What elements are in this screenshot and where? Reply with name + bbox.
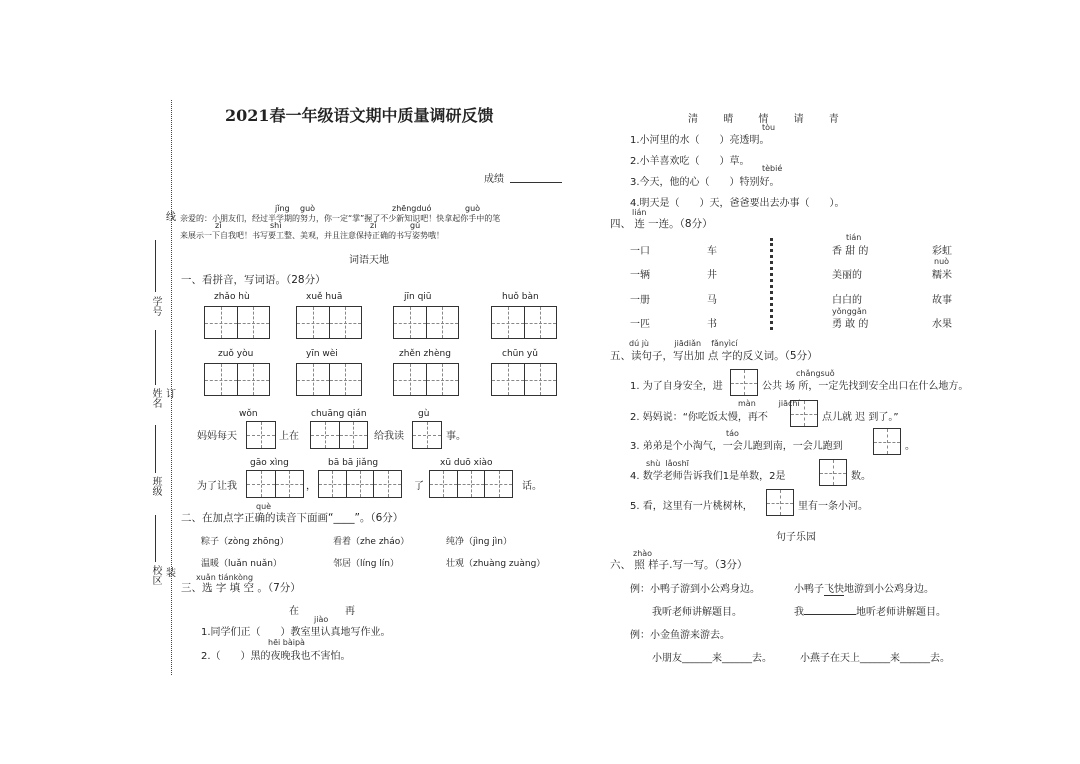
q2-item: 温暖（luǎn nuǎn） xyxy=(201,559,282,569)
q1-pinyin: chūn yǔ xyxy=(502,349,538,359)
q4-item: 2.小羊喜欢吃（ ）草。 xyxy=(630,156,750,167)
q1-pinyin: zhǎo hù xyxy=(214,292,250,302)
q1-text: 话。 xyxy=(522,481,542,492)
q4-title: 四、 连 一连。（8分） xyxy=(610,218,713,230)
name-label: 姓名 xyxy=(150,388,161,408)
match-left-b: 井 xyxy=(707,270,717,281)
q5-item-a: 2. 妈妈说：“你吃饭太慢，再不 xyxy=(630,412,768,423)
page-title: 2021春一年级语文期中质量调研反馈 xyxy=(225,106,494,125)
q2-title: 二、在加点字正确的读音下面画“____”。（6分） xyxy=(181,512,404,524)
name-line xyxy=(155,330,156,385)
q3-word: 在 xyxy=(289,606,299,617)
q1-title: 一、看拼音，写词语。（28分） xyxy=(181,274,326,286)
q5-title: 五、读句子，写出加 点 字的反义词。（5分） xyxy=(610,350,818,362)
q1-pinyin: gāo xìng xyxy=(250,458,289,468)
q1-pinyin: bā bā jiǎng xyxy=(328,458,379,468)
q6-example: 我听老师讲解题目。 xyxy=(652,607,742,618)
writing-grid[interactable] xyxy=(246,470,304,498)
q1-pinyin: zhěn zhèng xyxy=(399,349,451,359)
answer-box[interactable] xyxy=(790,400,818,427)
q1-text: 给我读 xyxy=(374,431,404,442)
campus-line xyxy=(155,515,156,562)
q1-pinyin: huǒ bàn xyxy=(502,292,539,302)
q3-sentence: 2.（ ）黑的夜晚我也不害怕。 xyxy=(201,651,351,662)
q4-item: 3.今天，他的心（ ）特别好。 xyxy=(630,177,780,188)
q4-item: 4.明天是（ ）天，爸爸要出去办事（ ）。 xyxy=(630,198,845,209)
q1-pinyin: yīn wèi xyxy=(306,349,338,359)
writing-grid[interactable] xyxy=(296,306,362,339)
match-left-a: 一册 xyxy=(630,295,650,306)
campus-label: 校区 xyxy=(150,565,161,585)
match-right-a: 美丽的 xyxy=(832,270,862,281)
q5-item-pinyin: táo xyxy=(726,429,739,438)
q4-item-pinyin: tòu xyxy=(762,123,776,132)
q1-pinyin: zuǒ yòu xyxy=(218,349,254,359)
student-id-label: 学号 xyxy=(150,296,161,316)
match-pinyin: tián xyxy=(846,233,862,242)
q6-answer: 我 地听老师讲解题目。 xyxy=(794,607,946,618)
match-right-b: 故事 xyxy=(932,295,952,306)
q6-pinyin: zhào xyxy=(633,549,653,558)
match-left-b: 书 xyxy=(707,319,717,330)
q1-text: 为了让我 xyxy=(197,481,237,492)
q5-item-b: 里有一条小河。 xyxy=(798,501,868,512)
q1-text: 了 xyxy=(414,481,424,492)
q4-item: 1.小河里的水（ ）亮透明。 xyxy=(630,135,770,146)
match-right-a: 勇 敢 的 xyxy=(832,319,869,330)
match-left-b: 马 xyxy=(707,295,717,306)
writing-grid[interactable] xyxy=(491,306,557,339)
q6-answer: 小朋友______来______去。 xyxy=(652,653,772,664)
q1-text: 事。 xyxy=(446,431,466,442)
match-right-b: 彩虹 xyxy=(932,246,952,257)
q6-title: 六、 照 样子.写一写。（3分） xyxy=(610,559,748,571)
match-pinyin: yǒnggǎn xyxy=(832,307,867,316)
q4-item-pinyin: tèbié xyxy=(762,164,783,173)
q5-pinyin: dú jù jiādiǎn fǎnyìcí xyxy=(629,339,738,348)
q5-item-pinyin: màn jiāchí xyxy=(738,399,800,408)
answer-box[interactable] xyxy=(766,489,794,516)
binding-mark: 装 xyxy=(166,568,176,579)
match-right-b: 水果 xyxy=(932,319,952,330)
writing-grid[interactable] xyxy=(204,306,270,339)
q2-item: 壮观（zhuàng zuàng） xyxy=(446,559,546,569)
writing-grid[interactable] xyxy=(246,421,276,449)
q1-pinyin: jīn qiū xyxy=(404,292,432,302)
match-right-a: 香 甜 的 xyxy=(832,246,869,257)
match-left-b: 车 xyxy=(707,246,717,257)
q5-item-a: 1. 为了自身安全，进 xyxy=(630,381,723,392)
match-left-a: 一辆 xyxy=(630,270,650,281)
q5-item-a: 4. 数学老师告诉我们1是单数，2是 xyxy=(630,471,786,482)
q3-title: 三、选 字 填 空 。（7分） xyxy=(181,582,301,594)
q6-answer: 小燕子在天上______来______去。 xyxy=(800,653,950,664)
answer-box[interactable] xyxy=(873,428,901,455)
score-label: 成绩 xyxy=(484,174,504,185)
binding-mark: 线 xyxy=(166,212,176,223)
q2-pinyin: què xyxy=(256,502,272,511)
writing-grid[interactable] xyxy=(393,306,459,339)
score-field[interactable] xyxy=(510,182,562,183)
q1-text: 上在 xyxy=(279,431,299,442)
writing-grid[interactable] xyxy=(296,363,362,396)
q4-pinyin: lián xyxy=(632,208,647,217)
q3-pinyin: jiào xyxy=(314,615,329,624)
q5-item-a: 3. 弟弟是个小淘气，一会儿跑到南，一会儿跑到 xyxy=(630,441,843,452)
class-label: 班级 xyxy=(150,476,161,496)
writing-grid[interactable] xyxy=(310,421,368,449)
section-heading-ciyu: 词语天地 xyxy=(349,255,389,266)
intro-line-1: 亲爱的：小朋友们，经过半学期的努力，你一定“掌”握了不少新知识吧！快拿起你手中的笔 xyxy=(180,214,501,223)
q5-item-pinyin: chǎngsuǒ xyxy=(796,369,835,378)
q6-example: 例：小金鱼游来游去。 xyxy=(630,630,730,641)
q2-item: 看着（zhe zháo） xyxy=(333,537,410,547)
q4-word-options: 清 晴 情 请 青 xyxy=(688,114,839,125)
q6-example: 例：小鸭子游到小公鸡身边。 xyxy=(630,584,760,595)
match-pinyin: nuò xyxy=(934,257,950,266)
writing-grid[interactable] xyxy=(429,470,513,498)
q2-item: 纯净（jìng jìn） xyxy=(446,537,512,547)
q1-pinyin: xuě huā xyxy=(306,292,343,302)
match-right-a: 白白的 xyxy=(832,295,862,306)
section-heading-juzi: 句子乐园 xyxy=(776,532,816,543)
q1-text: ， xyxy=(306,481,316,492)
q5-item-b: 。 xyxy=(905,441,915,452)
answer-box[interactable] xyxy=(730,369,758,396)
writing-grid[interactable] xyxy=(491,363,557,396)
q2-item: 粽子（zòng zhōng） xyxy=(201,537,289,547)
q3-sentence: 1.同学们正（ ）教室里认真地写作业。 xyxy=(201,627,391,638)
q5-item-a: 5. 看，这里有一片桃树林， xyxy=(630,501,753,512)
q1-pinyin: wǒn xyxy=(239,409,258,419)
match-left-a: 一口 xyxy=(630,246,650,257)
q3-word: 再 xyxy=(345,606,355,617)
q1-pinyin: chuāng qián xyxy=(311,409,367,419)
writing-grid[interactable] xyxy=(204,363,270,396)
q1-text: 妈妈每天 xyxy=(197,431,237,442)
writing-grid[interactable] xyxy=(412,421,442,449)
q6-example: 小鸭子飞快地游到小公鸡身边。 xyxy=(794,580,934,596)
q5-item-pinyin: shù lǎoshī xyxy=(646,459,689,468)
q3-pinyin: hēi bàipà xyxy=(268,638,305,647)
match-left-a: 一匹 xyxy=(630,319,650,330)
writing-grid[interactable] xyxy=(393,363,459,396)
q5-item-b: 数。 xyxy=(851,471,871,482)
match-right-b: 糯米 xyxy=(932,270,952,281)
student-id-line xyxy=(155,240,156,292)
answer-box[interactable] xyxy=(819,459,847,486)
q1-pinyin: gù xyxy=(418,409,430,419)
q5-item-b: 公共 场 所，一定先找到安全出口在什么地方。 xyxy=(762,381,969,392)
class-line xyxy=(155,425,156,473)
intro-line-2: 来展示一下自我吧！书写要工整、美观，并且注意保持正确的书写姿势哦！ xyxy=(180,231,444,240)
q2-item: 邻居（líng lín） xyxy=(333,559,399,569)
q1-pinyin: xū duō xiào xyxy=(440,458,493,468)
q5-item-b: 点儿就 迟 到了。” xyxy=(822,412,899,423)
q3-pinyin: xuǎn tiánkòng xyxy=(196,573,254,582)
writing-grid[interactable] xyxy=(318,470,402,498)
binding-mark: 订 xyxy=(166,389,176,400)
match-divider xyxy=(770,238,773,330)
